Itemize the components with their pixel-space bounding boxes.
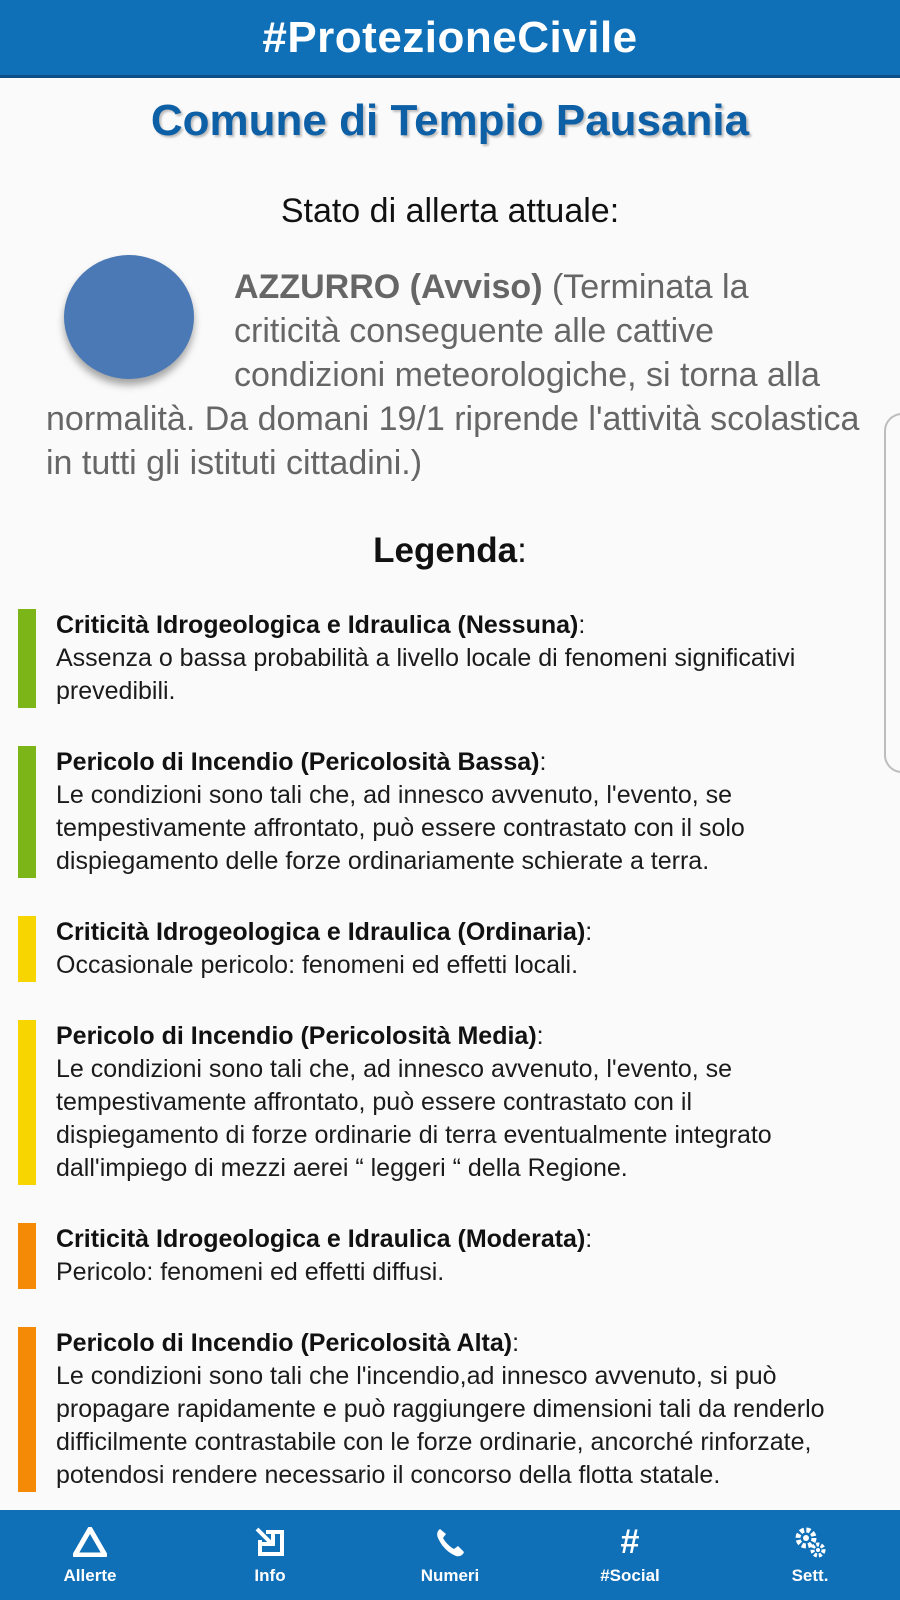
legend-item-desc: Le condizioni sono tali che, ad innesco avvenuto, l'evento, se tempestivamente affrontato, può essere contrastato con il solo dispiegamento delle forze ordinariamente schierate a terra.: [56, 781, 745, 875]
legend-color-bar: [18, 1327, 36, 1492]
side-drawer-handle[interactable]: [884, 413, 900, 773]
nav-social[interactable]: [570, 1524, 690, 1586]
download-arrow-icon: [254, 1524, 286, 1560]
legend-item-desc: Pericolo: fenomeni ed effetti diffusi.: [56, 1258, 445, 1286]
legend-item: Pericolo di Incendio (Pericolosità Bassa): Le condizioni sono tali che, ad innesco avvenuto, l'evento, se tempestivamente affrontato, può essere contrastato con il solo dispiegamento delle forze ordinariamente schierate a terra.: [0, 746, 900, 878]
status-heading: Stato di allerta attuale:: [280, 192, 620, 230]
legend-item-desc: Occasionale pericolo: fenomeni ed effetti locali.: [56, 951, 579, 979]
nav-label: #Social: [600, 1566, 660, 1585]
legend-item-desc: Le condizioni sono tali che, ad innesco avvenuto, l'evento, se tempestivamente affrontato, può essere contrastato con il dispiegamento di forze ordinarie di terra eventualmente integrato dall'impiego di mezzi aerei “ leggeri “ della Regione.: [56, 1055, 772, 1182]
legend-color-bar: [18, 746, 36, 878]
nav-label: Allerte: [63, 1566, 117, 1585]
gears-icon: [793, 1524, 827, 1560]
legend-list: [0, 609, 900, 1492]
comune-title: Comune di Tempio Pausania: [150, 96, 750, 145]
legend-item: Criticità Idrogeologica e Idraulica (Nessuna): Assenza o bassa probabilità a livello locale di fenomeni significativi prevedibili.: [0, 609, 900, 708]
app-header: [0, 0, 900, 78]
legend-color-bar: [18, 1020, 36, 1185]
legend-item-title: Pericolo di Incendio (Pericolosità Media): [56, 1022, 537, 1050]
legend-heading: [0, 531, 900, 571]
legend-color-bar: [18, 916, 36, 982]
alert-level-label: AZZURRO (Avviso): [234, 268, 543, 306]
hashtag-icon: #: [620, 1523, 640, 1561]
legend-item-title: Pericolo di Incendio (Pericolosità Alta): [56, 1329, 513, 1357]
legend-heading-text: Legenda: [373, 531, 518, 570]
legend-item-title: Criticità Idrogeologica e Idraulica (Nessuna): [56, 611, 579, 639]
app-title: #ProtezioneCivile: [262, 12, 638, 62]
nav-numeri[interactable]: [390, 1524, 510, 1586]
nav-allerte[interactable]: [30, 1524, 150, 1586]
legend-item-title: Criticità Idrogeologica e Idraulica (Ordinaria): [56, 918, 586, 946]
current-alert: [46, 265, 860, 485]
legend-item-title: Criticità Idrogeologica e Idraulica (Moderata): [56, 1225, 586, 1253]
legend-item: Criticità Idrogeologica e Idraulica (Moderata): Pericolo: fenomeni ed effetti diffusi.: [0, 1223, 900, 1289]
legend-item-title: Pericolo di Incendio (Pericolosità Bassa): [56, 748, 540, 776]
alert-level-dot: [64, 255, 194, 379]
legend-item-desc: Le condizioni sono tali che l'incendio,ad innesco avvenuto, si può propagare rapidamente e può raggiungere dimensioni tali da renderlo difficilmente contrastabile con le forze ordinarie, ancorché rinforzate, potendosi rendere necessario il concorso della flotta statale.: [56, 1362, 825, 1489]
nav-label: Sett.: [791, 1566, 829, 1585]
phone-icon: [434, 1524, 466, 1560]
legend-heading-colon: :: [517, 531, 527, 570]
nav-info[interactable]: [210, 1524, 330, 1586]
bottom-nav: [0, 1510, 900, 1600]
legend-color-bar: [18, 609, 36, 708]
legend-item: Criticità Idrogeologica e Idraulica (Ordinaria): Occasionale pericolo: fenomeni ed effetti locali.: [0, 916, 900, 982]
nav-label: Info: [254, 1566, 286, 1585]
alert-message: (Terminata la criticità conseguente alle cattive condizioni meteorologiche, si torna alla normalità. Da domani 19/1 riprende l'attività scolastica in tutti gli istituti cittadini.): [46, 268, 860, 482]
legend-item: Pericolo di Incendio (Pericolosità Alta): Le condizioni sono tali che l'incendio,ad innesco avvenuto, si può propagare rapidamente e può raggiungere dimensioni tali da renderlo difficilmente contrastabile con le forze ordinarie, ancorché rinforzate, potendosi rendere necessario il concorso della flotta statale.: [0, 1327, 900, 1492]
nav-label: Numeri: [420, 1566, 480, 1585]
warning-triangle-icon: [73, 1524, 107, 1560]
nav-settings[interactable]: [750, 1524, 870, 1586]
alert-content[interactable]: [0, 78, 900, 1510]
legend-item-desc: Assenza o bassa probabilità a livello locale di fenomeni significativi prevedibili.: [56, 644, 796, 705]
legend-color-bar: [18, 1223, 36, 1289]
legend-item: Pericolo di Incendio (Pericolosità Media): Le condizioni sono tali che, ad innesco avvenuto, l'evento, se tempestivamente affrontato, può essere contrastato con il dispiegamento di forze ordinarie di terra eventualmente integrato dall'impiego di mezzi aerei “ leggeri “ della Regione.: [0, 1020, 900, 1185]
